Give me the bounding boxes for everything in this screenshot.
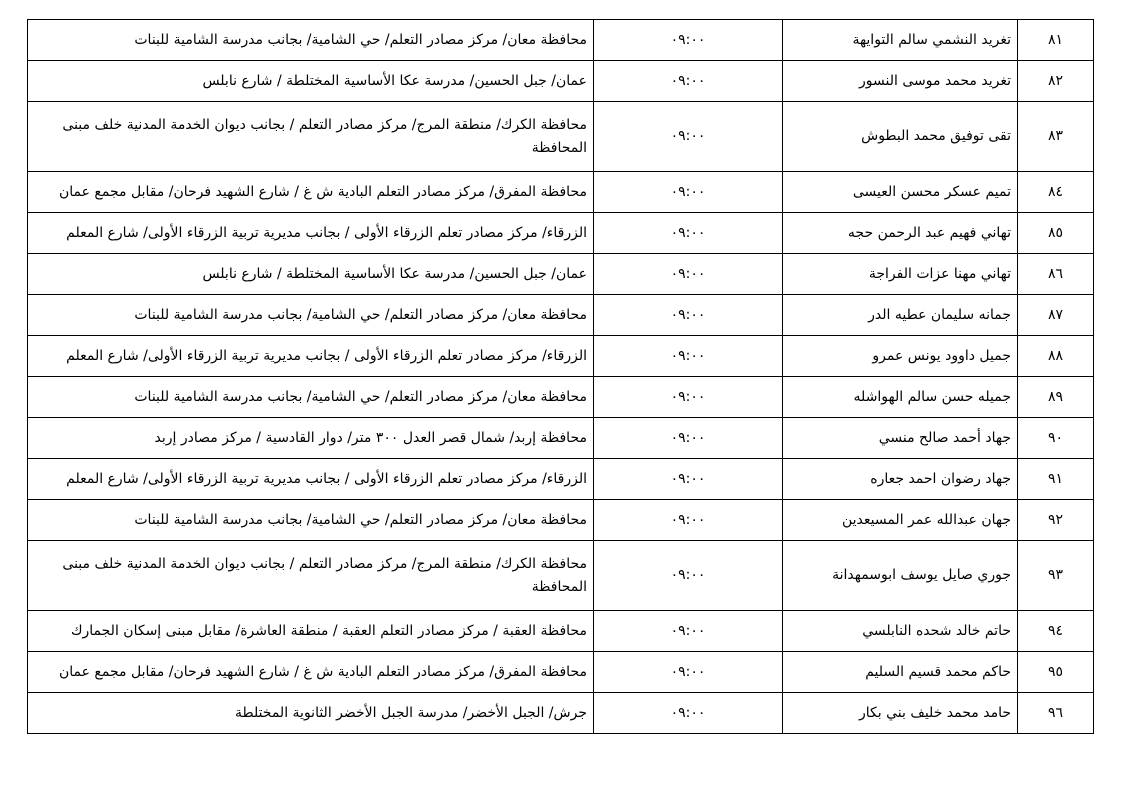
exam-time: ٠٩:٠٠ <box>594 377 783 418</box>
row-number: ٩٣ <box>1018 541 1094 611</box>
exam-time: ٠٩:٠٠ <box>594 418 783 459</box>
candidate-name: جميله حسن سالم الهواشله <box>783 377 1018 418</box>
row-number: ٨٩ <box>1018 377 1094 418</box>
schedule-table <box>27 19 1094 734</box>
exam-time: ٠٩:٠٠ <box>594 611 783 652</box>
exam-location: محافظة معان/ مركز مصادر التعلم/ حي الشامية/ بجانب مدرسة الشامية للبنات <box>28 20 594 61</box>
candidate-name: جهان عبدالله عمر المسيعدين <box>783 500 1018 541</box>
row-number: ٨٤ <box>1018 172 1094 213</box>
exam-time: ٠٩:٠٠ <box>594 172 783 213</box>
table-row <box>28 652 1094 693</box>
row-number: ٨٧ <box>1018 295 1094 336</box>
exam-location: عمان/ جبل الحسين/ مدرسة عكا الأساسية المختلطة / شارع نابلس <box>28 61 594 102</box>
row-number: ٩١ <box>1018 459 1094 500</box>
candidate-name: تهاني مهنا عزات الفراجة <box>783 254 1018 295</box>
candidate-name: جهاد رضوان احمد جعاره <box>783 459 1018 500</box>
row-number: ٨٥ <box>1018 213 1094 254</box>
exam-location: محافظة معان/ مركز مصادر التعلم/ حي الشامية/ بجانب مدرسة الشامية للبنات <box>28 500 594 541</box>
table-row <box>28 459 1094 500</box>
table-row <box>28 254 1094 295</box>
row-number: ٩٠ <box>1018 418 1094 459</box>
exam-location: محافظة الكرك/ منطقة المرج/ مركز مصادر التعلم / بجانب ديوان الخدمة المدنية خلف مبنى المحافظة <box>28 102 594 172</box>
candidate-name: تغريد النشمي سالم التوايهة <box>783 20 1018 61</box>
table-row <box>28 336 1094 377</box>
exam-location: عمان/ جبل الحسين/ مدرسة عكا الأساسية المختلطة / شارع نابلس <box>28 254 594 295</box>
exam-location: محافظة المفرق/ مركز مصادر التعلم البادية ش غ / شارع الشهيد فرحان/ مقابل مجمع عمان <box>28 652 594 693</box>
candidate-name: جهاد أحمد صالح منسي <box>783 418 1018 459</box>
exam-time: ٠٩:٠٠ <box>594 541 783 611</box>
candidate-name: تميم عسكر محسن العيسى <box>783 172 1018 213</box>
exam-location: محافظة العقبة / مركز مصادر التعلم العقبة / منطقة العاشرة/ مقابل مبنى إسكان الجمارك <box>28 611 594 652</box>
exam-location: محافظة الكرك/ منطقة المرج/ مركز مصادر التعلم / بجانب ديوان الخدمة المدنية خلف مبنى المحافظة <box>28 541 594 611</box>
row-number: ٨١ <box>1018 20 1094 61</box>
candidate-name: حامد محمد خليف بني بكار <box>783 693 1018 734</box>
table-row <box>28 611 1094 652</box>
candidate-name: تهاني فهيم عبد الرحمن حجه <box>783 213 1018 254</box>
schedule-table-body <box>28 20 1094 734</box>
table-row <box>28 377 1094 418</box>
table-row <box>28 61 1094 102</box>
row-number: ٩٥ <box>1018 652 1094 693</box>
exam-location: الزرقاء/ مركز مصادر تعلم الزرقاء الأولى / بجانب مديرية تربية الزرقاء الأولى/ شارع المعلم <box>28 459 594 500</box>
exam-time: ٠٩:٠٠ <box>594 213 783 254</box>
exam-location: الزرقاء/ مركز مصادر تعلم الزرقاء الأولى / بجانب مديرية تربية الزرقاء الأولى/ شارع المعلم <box>28 336 594 377</box>
table-row <box>28 295 1094 336</box>
table-row <box>28 693 1094 734</box>
row-number: ٨٦ <box>1018 254 1094 295</box>
exam-time: ٠٩:٠٠ <box>594 254 783 295</box>
row-number: ٨٢ <box>1018 61 1094 102</box>
table-row <box>28 213 1094 254</box>
exam-location: محافظة معان/ مركز مصادر التعلم/ حي الشامية/ بجانب مدرسة الشامية للبنات <box>28 295 594 336</box>
exam-time: ٠٩:٠٠ <box>594 336 783 377</box>
candidate-name: حاكم محمد قسيم السليم <box>783 652 1018 693</box>
exam-location: جرش/ الجبل الأخضر/ مدرسة الجبل الأخضر الثانوية المختلطة <box>28 693 594 734</box>
exam-time: ٠٩:٠٠ <box>594 652 783 693</box>
exam-time: ٠٩:٠٠ <box>594 102 783 172</box>
candidate-name: جمانه سليمان عطيه الدر <box>783 295 1018 336</box>
exam-location: محافظة معان/ مركز مصادر التعلم/ حي الشامية/ بجانب مدرسة الشامية للبنات <box>28 377 594 418</box>
candidate-name: تقى توفيق محمد البطوش <box>783 102 1018 172</box>
exam-location: الزرقاء/ مركز مصادر تعلم الزرقاء الأولى / بجانب مديرية تربية الزرقاء الأولى/ شارع المعلم <box>28 213 594 254</box>
candidate-name: جوري صايل يوسف ابوسمهدانة <box>783 541 1018 611</box>
row-number: ٩٦ <box>1018 693 1094 734</box>
exam-time: ٠٩:٠٠ <box>594 500 783 541</box>
candidate-name: جميل داوود يونس عمرو <box>783 336 1018 377</box>
candidate-name: تغريد محمد موسى النسور <box>783 61 1018 102</box>
table-row <box>28 418 1094 459</box>
table-row <box>28 500 1094 541</box>
table-row <box>28 102 1094 172</box>
exam-location: محافظة إربد/ شمال قصر العدل ٣٠٠ متر/ دوار القادسية / مركز مصادر إربد <box>28 418 594 459</box>
row-number: ٨٨ <box>1018 336 1094 377</box>
table-row <box>28 172 1094 213</box>
exam-time: ٠٩:٠٠ <box>594 20 783 61</box>
row-number: ٩٢ <box>1018 500 1094 541</box>
exam-location: محافظة المفرق/ مركز مصادر التعلم البادية ش غ / شارع الشهيد فرحان/ مقابل مجمع عمان <box>28 172 594 213</box>
exam-time: ٠٩:٠٠ <box>594 459 783 500</box>
exam-time: ٠٩:٠٠ <box>594 295 783 336</box>
exam-time: ٠٩:٠٠ <box>594 61 783 102</box>
candidate-name: حاتم خالد شحده النابلسي <box>783 611 1018 652</box>
row-number: ٩٤ <box>1018 611 1094 652</box>
exam-time: ٠٩:٠٠ <box>594 693 783 734</box>
table-row <box>28 20 1094 61</box>
row-number: ٨٣ <box>1018 102 1094 172</box>
table-row <box>28 541 1094 611</box>
